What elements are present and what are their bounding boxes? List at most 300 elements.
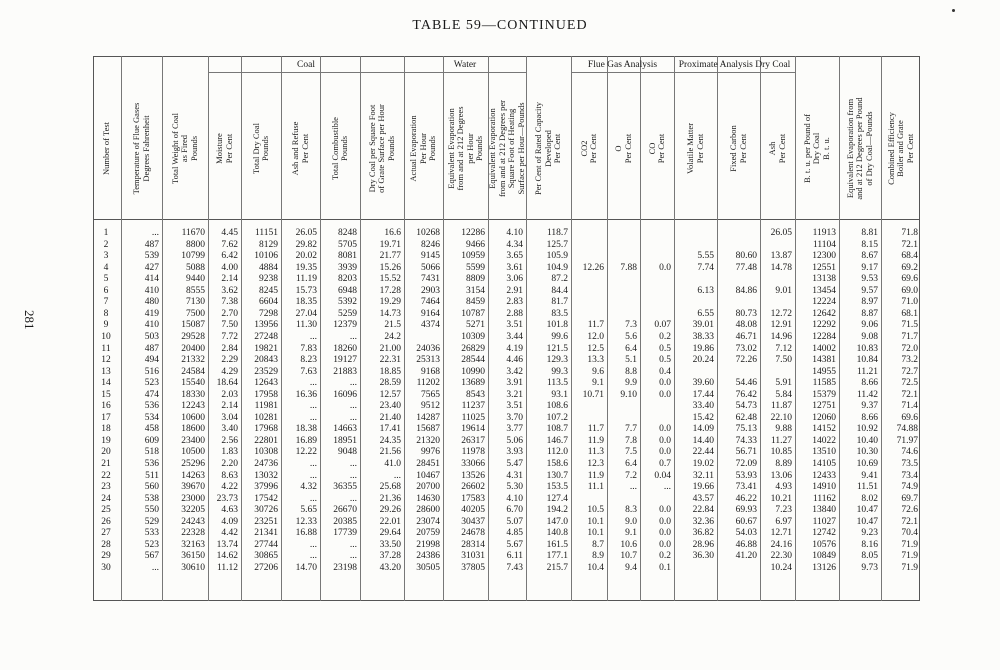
table-cell: 71.4	[901, 401, 918, 412]
table-cell: 5.65	[300, 505, 317, 516]
table-cell: 12742	[812, 528, 836, 539]
table-cell: 38.33	[692, 331, 714, 342]
table-cell: 130.7	[546, 470, 568, 481]
table-cell: 72.1	[901, 389, 918, 400]
table-cell: 215.7	[546, 562, 568, 573]
table-cell: 474	[144, 389, 159, 400]
table-cell: 108.7	[546, 424, 568, 435]
table-cell: ...	[349, 378, 357, 389]
table-cell: 23400	[181, 435, 205, 446]
table-cell: 10799	[181, 251, 205, 262]
table-cell: 3.77	[506, 424, 523, 435]
table-cell	[761, 274, 792, 285]
table-cell: 16096	[333, 389, 357, 400]
table-cell: 140.8	[546, 528, 568, 539]
table-cell: 10.21	[770, 493, 792, 504]
table-cell: 11981	[254, 401, 278, 412]
table-cell: ...	[349, 551, 357, 562]
table-cell: 523	[144, 539, 159, 550]
column-header: Total Combustible Pounds	[329, 117, 349, 180]
table-cell: 2.91	[506, 285, 523, 296]
table-cell: 4.10	[506, 493, 523, 504]
group-label-flue: Flue Gas Analysis	[587, 60, 658, 70]
table-cell: 0.2	[659, 551, 671, 562]
table-cell: 121.5	[546, 343, 568, 354]
table-cell: 30610	[181, 562, 205, 573]
table-cell: 10.24	[770, 562, 792, 573]
table-cell	[572, 228, 604, 239]
table-cell: 13454	[812, 285, 836, 296]
table-cell: 0.0	[659, 447, 671, 458]
table-cell: 105.9	[546, 251, 568, 262]
table-cell: 8.02	[861, 493, 878, 504]
table-cell: 22328	[181, 528, 205, 539]
table-cell: 10600	[181, 412, 205, 423]
table-cell	[572, 297, 604, 308]
table-cell: 3.65	[506, 251, 523, 262]
table-cell: 14.40	[692, 435, 714, 446]
table-cell: 12224	[812, 297, 836, 308]
table-cell: 7.12	[775, 343, 792, 354]
table-cell: 10.6	[620, 539, 637, 550]
table-cell: 8.67	[861, 251, 878, 262]
table-cell: 112.0	[546, 447, 568, 458]
table-cell: 25.68	[379, 482, 401, 493]
table-cell: 118.7	[546, 228, 568, 238]
table-cell: 39.01	[692, 320, 714, 331]
table-cell: 54.73	[735, 401, 757, 412]
table-cell: 494	[144, 355, 159, 366]
table-cell: 9.1	[625, 528, 637, 539]
table-cell: 7.62	[221, 239, 238, 250]
row-number: 10	[101, 331, 111, 342]
table-cell: 14955	[812, 366, 836, 377]
table-cell: 29.64	[379, 528, 401, 539]
table-cell: 56.71	[735, 447, 757, 458]
table-cell: 10.71	[582, 389, 604, 400]
table-cell: 7.43	[506, 562, 523, 573]
table-cell: 69.0	[901, 285, 918, 296]
table-cell	[608, 401, 637, 412]
column-header: Volatile Matter Per Cent	[685, 122, 705, 175]
table-cell: 69.7	[901, 493, 918, 504]
table-cell: 4374	[421, 320, 440, 331]
table-cell: 18.85	[379, 366, 401, 377]
table-cell: 72.1	[901, 516, 918, 527]
table-cell	[675, 367, 714, 378]
table-cell: 26317	[461, 435, 485, 446]
table-cell: 10106	[254, 251, 278, 262]
table-cell: 12292	[812, 320, 836, 331]
table-cell: 6.4	[625, 343, 637, 354]
table-cell: 11.42	[856, 389, 878, 400]
table-cell: 20.24	[692, 355, 714, 366]
table-cell: 8.81	[861, 228, 878, 238]
table-cell: 9.37	[861, 401, 878, 412]
table-cell: 27744	[254, 539, 278, 550]
table-cell: 21320	[416, 435, 440, 446]
table-cell: 17.28	[379, 285, 401, 296]
table-title: TABLE 59—CONTINUED	[412, 18, 588, 33]
table-cell: 9164	[421, 308, 440, 319]
table-cell: 24243	[181, 516, 205, 527]
table-cell: 533	[144, 528, 159, 539]
table-cell: 13526	[461, 470, 485, 481]
table-cell: 11670	[181, 228, 205, 238]
table-cell: 161.5	[546, 539, 568, 550]
table-cell: 32205	[181, 505, 205, 516]
table-cell: 8081	[338, 251, 357, 262]
table-cell: 516	[144, 366, 159, 377]
table-cell: 99.6	[551, 331, 568, 342]
table-cell: 20700	[416, 482, 440, 493]
table-cell: 536	[144, 401, 159, 412]
table-cell: 9.9	[625, 378, 637, 389]
table-cell: 11.21	[856, 366, 878, 377]
page-number: 281	[22, 310, 37, 330]
table-cell: 54.03	[735, 528, 757, 539]
table-cell: 9976	[421, 447, 440, 458]
table-cell: 7.74	[697, 262, 714, 273]
table-cell: 113.5	[546, 378, 568, 389]
row-number: 17	[101, 412, 111, 423]
table-cell: 9.53	[861, 274, 878, 285]
table-cell: 39.60	[692, 378, 714, 389]
speck	[952, 9, 955, 12]
table-cell: 20759	[416, 528, 440, 539]
table-cell	[641, 274, 671, 285]
table-cell: ...	[629, 482, 637, 493]
table-cell: 10.84	[856, 355, 878, 366]
table-cell: 487	[144, 343, 159, 354]
table-cell: 14105	[812, 459, 836, 469]
table-cell: 11.27	[770, 435, 792, 446]
table-cell: ...	[309, 378, 317, 389]
table-cell: 10.30	[856, 447, 878, 458]
table-cell	[608, 274, 637, 285]
table-cell	[641, 286, 671, 297]
table-cell: 14381	[812, 355, 836, 366]
table-cell	[641, 251, 671, 262]
table-cell: 14022	[812, 435, 836, 446]
table-cell: 32.36	[692, 516, 714, 527]
table-cell: 0.2	[659, 331, 671, 342]
table-cell: 3.51	[506, 320, 523, 331]
table-cell: 6.4	[625, 459, 637, 469]
table-cell: 534	[144, 412, 159, 423]
table-cell: 11.19	[295, 274, 317, 285]
table-cell: 8.3	[625, 505, 637, 516]
table-cell: 12.71	[770, 528, 792, 539]
table-cell: 3.42	[506, 366, 523, 377]
table-cell: 74.6	[901, 447, 918, 458]
table-cell: 6.13	[697, 285, 714, 296]
table-cell	[608, 413, 637, 424]
table-cell: 72.26	[735, 355, 757, 366]
column-header: Fixed Carbon Per Cent	[728, 125, 748, 172]
table-cell: 129.3	[546, 355, 568, 366]
table-cell: 13.06	[770, 470, 792, 481]
table-cell: ...	[309, 551, 317, 562]
table-cell: 5.84	[775, 389, 792, 400]
table-cell: 36.30	[692, 551, 714, 562]
table-cell: 12433	[812, 470, 836, 481]
table-cell: 73.2	[901, 355, 918, 366]
table-cell: 7.38	[221, 297, 238, 308]
table-cell	[572, 494, 604, 505]
table-cell: 9.6	[592, 366, 604, 377]
column-header: Actual Evaporation Per Hour Pounds	[408, 115, 438, 182]
table-cell: 2903	[421, 285, 440, 296]
row-number: 2	[103, 239, 109, 250]
table-cell: 13.87	[770, 251, 792, 262]
table-cell: 9466	[466, 239, 485, 250]
table-cell: 71.9	[901, 551, 918, 562]
table-cell: 21.00	[379, 343, 401, 354]
table-cell: 11585	[812, 378, 836, 389]
table-cell: 0.7	[659, 459, 671, 469]
column-header: Moisture Per Cent	[214, 133, 234, 164]
table-cell: 2.83	[506, 297, 523, 308]
table-cell: 11.1	[587, 482, 604, 493]
table-cell: 69.93	[735, 505, 757, 516]
table-cell: 68.4	[901, 251, 918, 262]
table-cell: 7464	[421, 297, 440, 308]
table-cell: 12.0	[587, 331, 604, 342]
table-cell	[608, 309, 637, 320]
table-cell	[572, 401, 604, 412]
table-cell	[675, 240, 714, 251]
table-cell: 8245	[259, 285, 278, 296]
table-cell: 0.0	[659, 505, 671, 516]
table-cell	[572, 274, 604, 285]
table-cell: 539	[144, 251, 159, 262]
table-cell: 147.0	[546, 516, 568, 527]
table-cell: 17968	[254, 424, 278, 435]
table-cell: 10.83	[856, 343, 878, 354]
row-number: 18	[101, 424, 111, 435]
table-cell: 12.72	[770, 308, 792, 319]
table-cell: 8800	[186, 239, 205, 250]
table-cell: 72.0	[901, 343, 918, 354]
table-cell: 24584	[181, 366, 205, 377]
table-cell: 9238	[259, 274, 278, 285]
table-cell: 21.77	[379, 251, 401, 262]
table-cell: 13.3	[587, 355, 604, 366]
table-cell: 480	[144, 297, 159, 308]
table-cell	[718, 228, 757, 239]
table-cell: ...	[309, 401, 317, 412]
table-cell: 23000	[181, 493, 205, 504]
row-number: 4	[103, 262, 109, 273]
column-header: Number of Test	[101, 121, 112, 176]
table-cell: 11978	[461, 447, 485, 458]
table-cell: 75.13	[735, 424, 757, 435]
row-number: 8	[103, 308, 109, 319]
table-cell: 24.2	[384, 331, 401, 342]
table-cell: 529	[144, 516, 159, 527]
table-cell: 458	[144, 424, 159, 435]
table-cell: 503	[144, 331, 159, 342]
table-cell: 523	[144, 378, 159, 389]
table-cell: ...	[349, 401, 357, 412]
table-cell: 3.93	[506, 447, 523, 458]
table-cell: 62.48	[735, 412, 757, 423]
table-cell: 15.42	[692, 412, 714, 423]
table-cell: 27.04	[295, 308, 317, 319]
table-cell: 0.04	[654, 470, 671, 481]
table-cell: 10576	[812, 539, 836, 550]
table-cell: ...	[349, 412, 357, 423]
row-number: 14	[101, 378, 111, 389]
table-cell: 194.2	[546, 505, 568, 516]
table-cell: 81.7	[551, 297, 568, 308]
table-cell: 33066	[461, 459, 485, 469]
table-cell: 24736	[254, 459, 278, 469]
table-cell: 13138	[812, 274, 836, 285]
table-cell: 24.16	[770, 539, 792, 550]
table-cell: 8.87	[861, 308, 878, 319]
table-cell: 11202	[416, 378, 440, 389]
table-cell: 18330	[181, 389, 205, 400]
table-cell: 9.17	[861, 262, 878, 273]
table-cell: 69.6	[901, 412, 918, 423]
table-cell: 71.7	[901, 331, 918, 342]
table-cell: 7.83	[300, 343, 317, 354]
table-cell: 9.41	[861, 470, 878, 481]
table-cell: 11.7	[587, 424, 604, 435]
table-cell: 21883	[333, 366, 357, 377]
table-cell: 0.0	[659, 262, 671, 273]
table-cell: 15379	[812, 389, 836, 400]
table-cell: 7.5	[625, 447, 637, 458]
table-cell: 26670	[333, 505, 357, 516]
table-cell	[675, 563, 714, 574]
column-header: Dry Coal per Square Foot of Grate Surface per Hour Pounds	[366, 104, 396, 193]
table-cell: 21.36	[379, 493, 401, 504]
table-cell: 10.92	[856, 424, 878, 435]
table-cell: 46.22	[735, 493, 757, 504]
table-cell	[718, 240, 757, 251]
table-cell: 18951	[333, 435, 357, 446]
table-cell: 10849	[812, 551, 836, 562]
table-cell: 36150	[181, 551, 205, 562]
table-cell: 8.8	[625, 366, 637, 377]
table-cell: 9512	[421, 401, 440, 412]
table-cell: 16.6	[384, 228, 401, 238]
row-number: 27	[101, 528, 111, 539]
table-cell: 10959	[461, 251, 485, 262]
table-cell: 21.56	[379, 447, 401, 458]
table-cell: 8.05	[861, 551, 878, 562]
table-cell: 4.32	[300, 482, 317, 493]
table-cell: 0.0	[659, 516, 671, 527]
table-cell: 511	[145, 470, 159, 481]
table-cell	[675, 228, 714, 239]
table-cell: 8.63	[221, 470, 238, 481]
table-cell: 9.88	[775, 424, 792, 435]
table-cell: 3.91	[506, 378, 523, 389]
table-cell: 538	[144, 493, 159, 504]
table-cell: 14.09	[692, 424, 714, 435]
table-cell	[608, 297, 637, 308]
table-cell: 11913	[812, 228, 836, 238]
table-cell	[718, 563, 757, 574]
table-cell: 560	[144, 482, 159, 493]
table-cell: 23251	[254, 516, 278, 527]
table-cell: 11.87	[770, 401, 792, 412]
table-cell: 11.9	[587, 470, 604, 481]
table-cell: 20843	[254, 355, 278, 366]
table-cell: 6.42	[221, 251, 238, 262]
table-cell: 3.62	[221, 285, 238, 296]
table-cell: ...	[151, 562, 159, 573]
table-cell: 33.40	[692, 401, 714, 412]
table-cell: 3.40	[221, 424, 238, 435]
table-cell: 53.93	[735, 470, 757, 481]
group-label-water: Water	[453, 60, 477, 70]
table-cell: 10.1	[587, 528, 604, 539]
table-cell: ...	[309, 331, 317, 342]
table-cell: 518	[144, 447, 159, 458]
table-cell: 15.26	[379, 262, 401, 273]
row-number: 23	[101, 482, 111, 493]
table-cell: 12060	[812, 412, 836, 423]
table-cell: 8.7	[592, 539, 604, 550]
table-cell: 73.5	[901, 459, 918, 469]
table-cell: 10.47	[856, 516, 878, 527]
row-number: 28	[101, 539, 111, 550]
table-cell: 4.42	[221, 528, 238, 539]
row-number: 20	[101, 447, 111, 458]
table-cell	[405, 332, 440, 343]
table-cell: 10309	[461, 331, 485, 342]
table-cell: 5.67	[506, 539, 523, 550]
table-cell: 20400	[181, 343, 205, 354]
table-cell: 21.5	[384, 320, 401, 331]
table-cell: 1.83	[221, 447, 238, 458]
table-cell: 11.3	[587, 447, 604, 458]
column-header: Per Cent of Rated Capacity Developed Per Cent	[533, 102, 563, 196]
row-number: 3	[103, 251, 109, 262]
table-cell: 72.6	[901, 505, 918, 516]
table-cell: 72.1	[901, 239, 918, 250]
table-cell: 8555	[186, 285, 205, 296]
table-cell: 10.85	[770, 447, 792, 458]
table-cell: 6948	[338, 285, 357, 296]
table-cell: 17739	[333, 528, 357, 539]
table-cell: 2.03	[221, 389, 238, 400]
table-cell: 19821	[254, 343, 278, 354]
table-cell: 83.5	[551, 308, 568, 319]
table-cell: 28.96	[692, 539, 714, 550]
group-rule-coal	[208, 72, 404, 73]
table-cell: 3.61	[506, 262, 523, 273]
table-cell: 609	[144, 435, 159, 446]
table-cell: 7.50	[221, 320, 238, 331]
table-cell: 5.07	[506, 516, 523, 527]
table-cell: 18260	[333, 343, 357, 354]
table-cell: 4.22	[221, 482, 238, 493]
table-cell: 30726	[254, 505, 278, 516]
table-cell: 5.06	[506, 435, 523, 446]
table-cell: 8203	[338, 274, 357, 285]
table-cell: 5599	[466, 262, 485, 273]
table-cell	[572, 309, 604, 320]
table-cell: 7.3	[625, 320, 637, 331]
table-cell: 24386	[416, 551, 440, 562]
table-cell: 9145	[421, 251, 440, 262]
